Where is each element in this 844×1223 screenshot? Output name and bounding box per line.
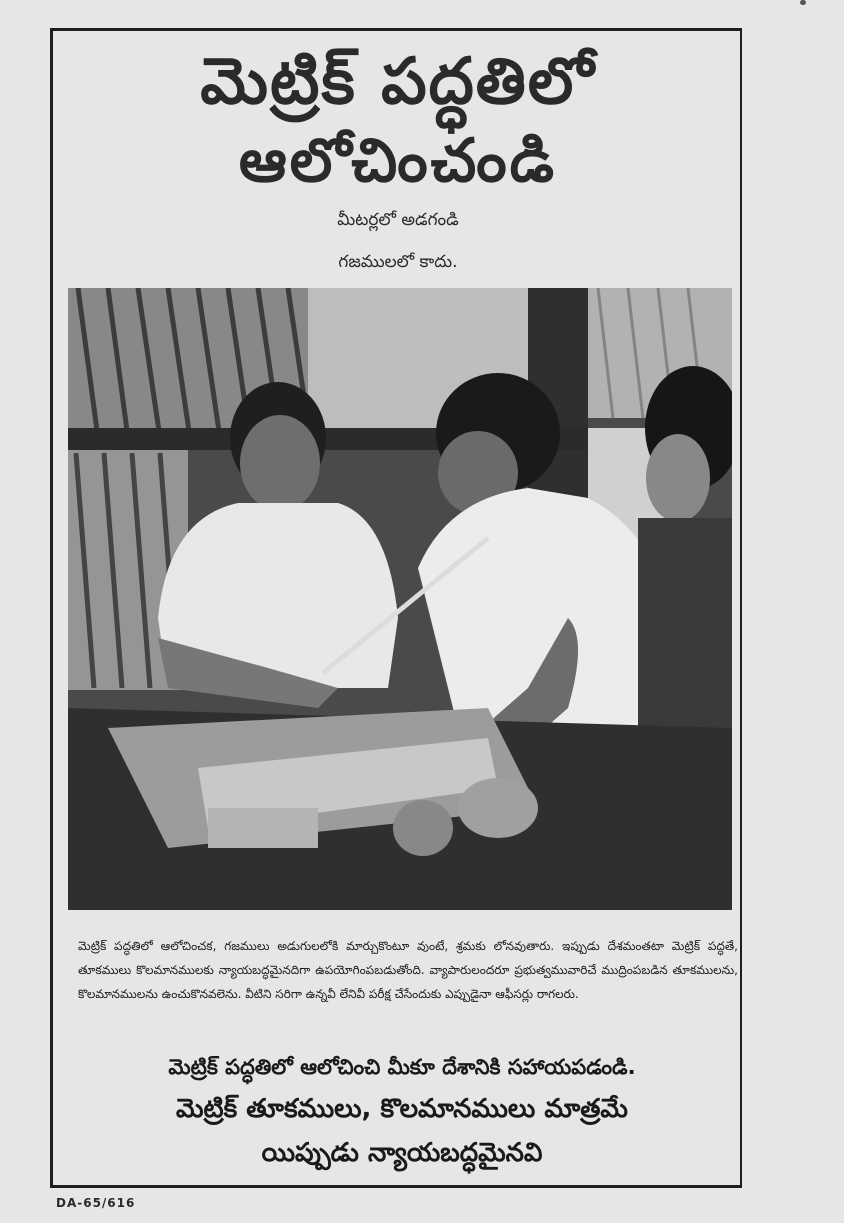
shop-photograph — [68, 288, 732, 910]
tagline-line-3: యిప్పుడు న్యాయబద్ధమైనవి — [261, 1138, 543, 1168]
ad-reference-code: DA-65/616 — [56, 1196, 136, 1210]
subheading-line-2: గజములలో కాదు. — [338, 252, 458, 272]
print-speck — [800, 0, 806, 5]
headline-line-2: ఆలోచించండి — [238, 126, 558, 196]
subheading-line-1: మీటర్లలో అడగండి — [337, 210, 459, 230]
body-paragraph: మెట్రిక్ పద్ధతిలో ఆలోచించక, గజములు అడుగులలోకి మార్చుకొంటూ వుంటే, శ్రమకు లోనవుతారు. ఇప్పుడు దేశమంతటా మెట్రిక్ పద్ధతే, తూకములు కొలమానములకు న్యాయబద్ధమైనదిగా ఉపయోగింపబడుతోంది. వ్యాపారులందరూ ప్రభుత్వమువారిచే ముద్రింపబడిన తూకములను, కొలమానములను ఉంచుకొనవలెను. వీటిని సరిగా ఉన్నవీ లేనివీ పరీక్ష చేసేందుకు ఎప్పుడైనా ఆఫీసర్లు రాగలరు. — [78, 939, 738, 1001]
counter — [68, 708, 732, 910]
tagline-line-1: మెట్రిక్ పద్ధతిలో ఆలోచించి మీకూ దేశానికి సహాయపడండి. — [168, 1055, 636, 1079]
photo-illustration — [68, 288, 732, 910]
headline — [62, 40, 734, 198]
headline-line-1: మెట్రిక్ పద్ధతిలో — [200, 45, 596, 119]
tagline-line-2: మెట్రిక్ తూకములు, కొలమానములు మాత్రమే — [176, 1094, 628, 1124]
woman-figure — [638, 366, 732, 768]
